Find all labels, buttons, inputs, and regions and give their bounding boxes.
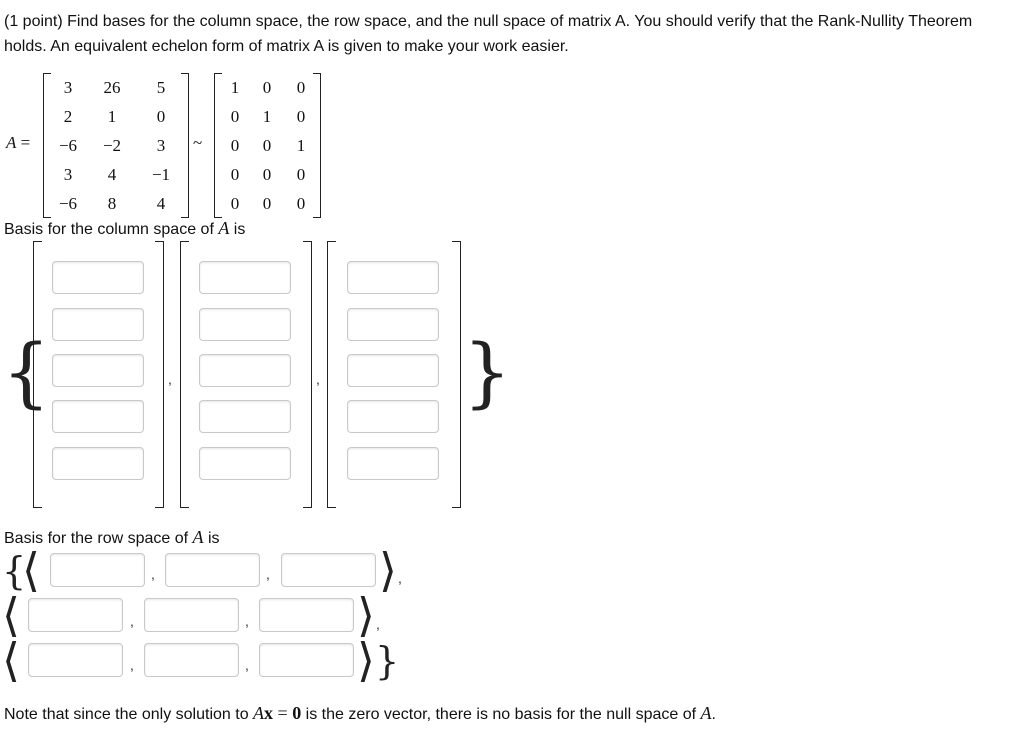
- row-basis-close-brace: }: [375, 639, 400, 683]
- echelon-right-bracket: [313, 73, 321, 218]
- matrix-a-cell-r1c1: 3: [63, 78, 73, 97]
- echelon-cell-r2c1: 0: [230, 107, 240, 126]
- row-vector-1-entry-2[interactable]: [165, 553, 260, 587]
- matrix-a-cell-r3c1: −6: [58, 136, 78, 155]
- echelon-cell-r3c3: 1: [296, 136, 306, 155]
- col-vector-2-entry-4[interactable]: [199, 400, 291, 433]
- col-vector-2-entry-1[interactable]: [199, 261, 291, 294]
- problem-statement: [4, 9, 1014, 59]
- echelon-cell-r2c3: 0: [296, 107, 306, 126]
- col-vector-3-entry-4[interactable]: [347, 400, 439, 433]
- col-vector-3-right-bracket: [452, 241, 461, 508]
- col-vector-3-left-bracket: [327, 241, 336, 508]
- row-vector-2-entry-3[interactable]: [259, 598, 354, 632]
- row-basis-comma-2: ,: [376, 616, 380, 632]
- echelon-cell-r4c2: 0: [262, 165, 272, 184]
- problem-text: Find bases for the column space, the row space, and the null space of matrix A. You should verify that the Rank-Nullity Theorem holds. An equivalent echelon form of matrix A is given to make your work easier.: [4, 13, 973, 55]
- row-vector-2-comma-1: ,: [130, 613, 134, 629]
- row-vector-3-entry-3[interactable]: [259, 643, 354, 677]
- column-space-caption: Basis for the column space of A is: [4, 218, 246, 238]
- col-vector-1-entry-1[interactable]: [52, 261, 144, 294]
- echelon-cell-r2c2: 1: [262, 107, 272, 126]
- col-vector-1-entry-3[interactable]: [52, 354, 144, 387]
- matrix-a-cell-r2c1: 2: [63, 107, 73, 126]
- matrix-a-cell-r5c2: 8: [107, 194, 117, 213]
- matrix-a-cell-r2c2: 1: [107, 107, 117, 126]
- col-vector-1-entry-2[interactable]: [52, 308, 144, 341]
- row-vector-1-entry-3[interactable]: [281, 553, 376, 587]
- col-vector-3-entry-2[interactable]: [347, 308, 439, 341]
- row-vector-2-comma-2: ,: [245, 613, 249, 629]
- echelon-cell-r1c3: 0: [296, 78, 306, 97]
- echelon-cell-r1c1: 1: [230, 78, 240, 97]
- row-vector-1-entry-1[interactable]: [50, 553, 145, 587]
- row-vector-2-open-angle: ⟨: [2, 588, 20, 642]
- row-vector-2-entry-1[interactable]: [28, 598, 123, 632]
- echelon-cell-r1c2: 0: [262, 78, 272, 97]
- col-vector-2-left-bracket: [180, 241, 189, 508]
- col-vector-1-right-bracket: [155, 241, 164, 508]
- matrix-a-cell-r1c2: 26: [103, 78, 121, 97]
- row-basis-comma-1: ,: [398, 570, 402, 586]
- problem-points: (1 point): [4, 13, 68, 30]
- null-space-note: Note that since the only solution to Ax = 0 is the zero vector, there is no basis for the null space of A.: [4, 703, 716, 723]
- col-vector-3-entry-5[interactable]: [347, 447, 439, 480]
- col-vector-1-entry-4[interactable]: [52, 400, 144, 433]
- column-basis-comma-2: ,: [316, 371, 320, 387]
- echelon-cell-r5c2: 0: [262, 194, 272, 213]
- row-vector-1-comma-2: ,: [266, 566, 270, 582]
- col-vector-1-left-bracket: [33, 241, 42, 508]
- col-vector-2-entry-2[interactable]: [199, 308, 291, 341]
- echelon-cell-r3c1: 0: [230, 136, 240, 155]
- echelon-cell-r4c3: 0: [296, 165, 306, 184]
- row-vector-2-close-angle: ⟩: [357, 588, 375, 642]
- col-vector-2-right-bracket: [303, 241, 312, 508]
- matrix-label: A =: [6, 133, 31, 152]
- echelon-cell-r5c1: 0: [230, 194, 240, 213]
- matrix-a-cell-r1c3: 5: [156, 78, 166, 97]
- row-space-caption: Basis for the row space of A is: [4, 527, 220, 547]
- col-vector-3-entry-3[interactable]: [347, 354, 439, 387]
- matrix-a-cell-r3c3: 3: [156, 136, 166, 155]
- row-vector-1-open-angle: ⟨: [22, 543, 40, 597]
- matrix-a-cell-r5c3: 4: [156, 194, 166, 213]
- row-vector-3-comma-1: ,: [130, 657, 134, 673]
- column-basis-close-brace: }: [463, 327, 512, 416]
- matrix-a-cell-r5c1: −6: [58, 194, 78, 213]
- echelon-cell-r5c3: 0: [296, 194, 306, 213]
- column-basis-open-brace: {: [2, 327, 51, 416]
- echelon-matrix: [220, 73, 318, 218]
- matrix-a-cell-r4c2: 4: [107, 165, 117, 184]
- row-vector-3-entry-2[interactable]: [144, 643, 239, 677]
- matrix-a-cell-r3c2: −2: [102, 136, 122, 155]
- col-vector-1-entry-5[interactable]: [52, 447, 144, 480]
- matrix-a-cell-r2c3: 0: [156, 107, 166, 126]
- matrix-a-right-bracket: [181, 73, 189, 218]
- column-basis-comma-1: ,: [168, 371, 172, 387]
- row-vector-3-open-angle: ⟨: [2, 633, 20, 687]
- row-vector-2-entry-2[interactable]: [144, 598, 239, 632]
- row-vector-1-comma-1: ,: [151, 566, 155, 582]
- col-vector-3-entry-1[interactable]: [347, 261, 439, 294]
- row-vector-3-close-angle: ⟩: [357, 633, 375, 687]
- echelon-cell-r4c1: 0: [230, 165, 240, 184]
- matrix-a: [50, 73, 184, 218]
- col-vector-2-entry-3[interactable]: [199, 354, 291, 387]
- row-vector-1-close-angle: ⟩: [379, 543, 397, 597]
- row-vector-3-comma-2: ,: [245, 657, 249, 673]
- matrix-a-cell-r4c1: 3: [63, 165, 73, 184]
- matrix-a-cell-r4c3: −1: [151, 165, 171, 184]
- col-vector-2-entry-5[interactable]: [199, 447, 291, 480]
- row-basis-open-brace: {: [2, 549, 27, 593]
- equivalence-tilde: ~: [193, 133, 203, 152]
- row-vector-3-entry-1[interactable]: [28, 643, 123, 677]
- echelon-cell-r3c2: 0: [262, 136, 272, 155]
